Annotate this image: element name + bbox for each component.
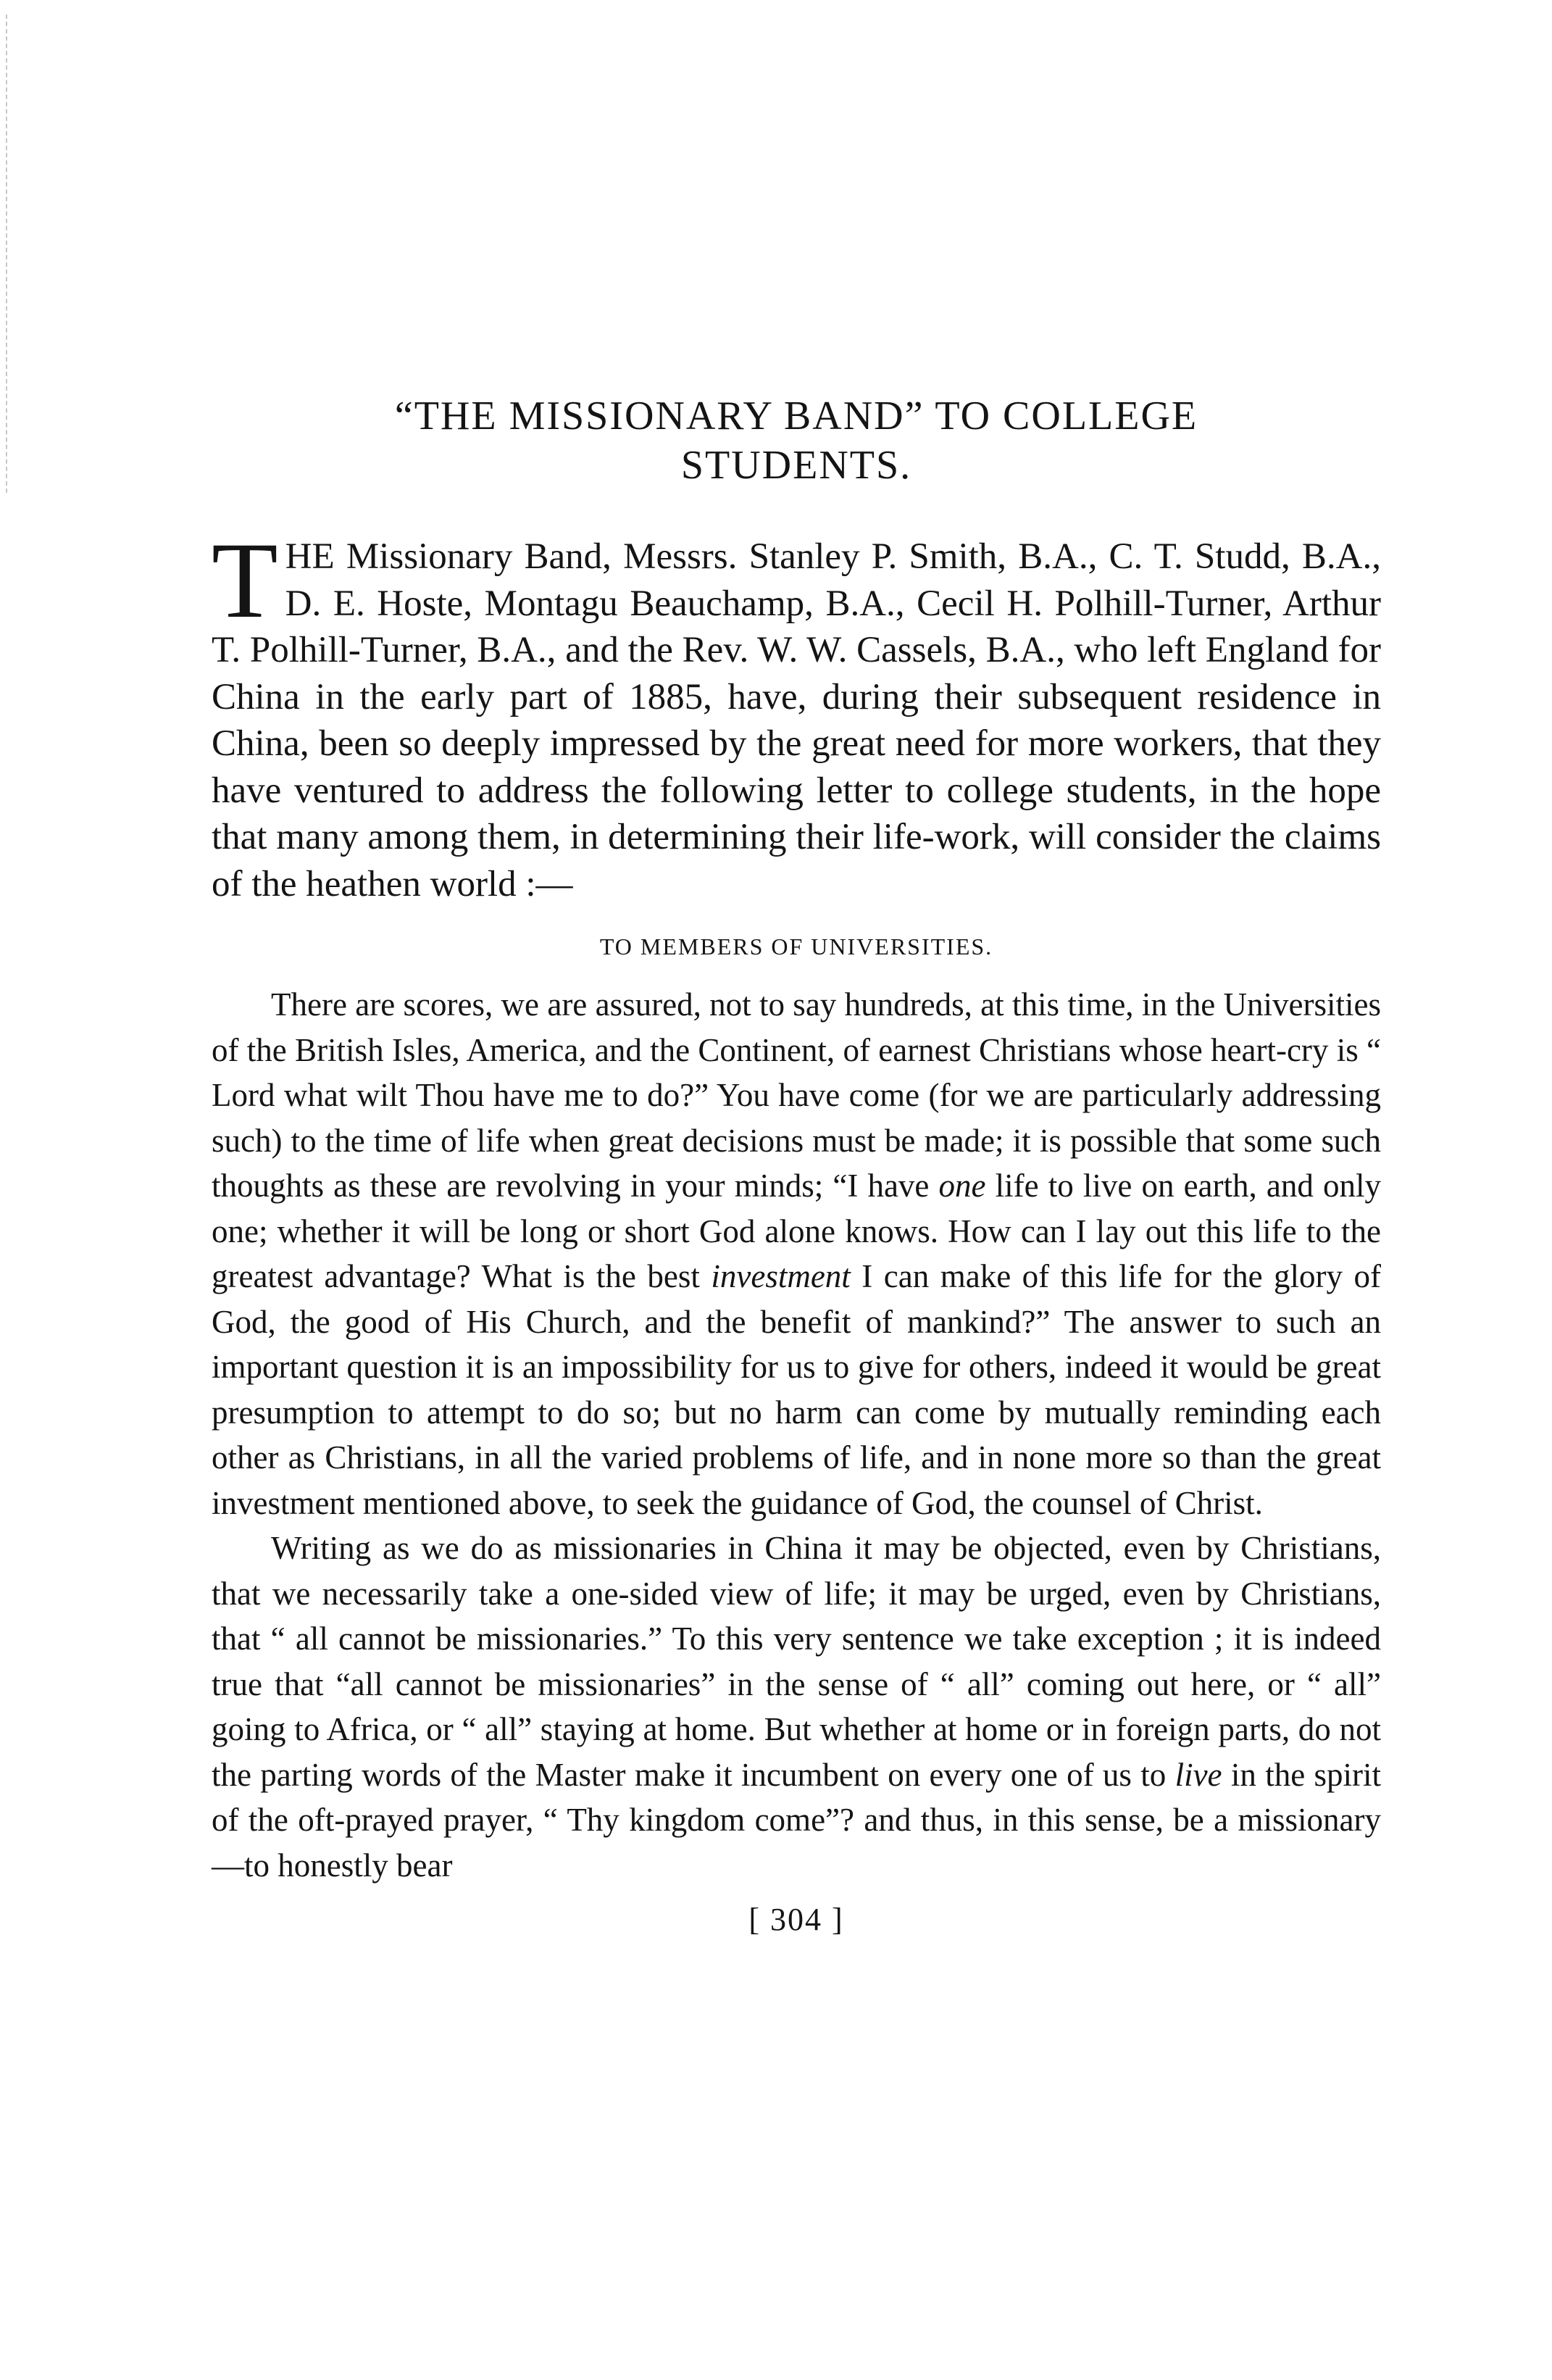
scan-margin-marks [6,14,16,493]
para2-text-b: in the spirit of the oft-prayed prayer, “ Thy kingdom come”? and thus, in this sense, be a missionary—to honestly bear [212,1756,1381,1884]
para1-emphasis-one: one [938,1168,986,1204]
para1-emphasis-investment: investment [711,1258,851,1294]
article-title-line-2: STUDENTS. [680,443,912,488]
document-page [212,391,1381,1938]
section-heading: TO MEMBERS OF UNIVERSITIES. [599,933,993,960]
article-title [212,391,1381,490]
para2-text-a: Writing as we do as missionaries in China it may be objected, even by Christians, that we necessarily take a one-sided view of life; it may be urged, even by Christians, that “ all cannot be missionaries.” To this very sentence we take exception ; it is indeed true that “all cannot be missionaries” in the sense of “ all” coming out here, or “ all” going to Africa, or “ all” staying at home. But whether at home or in foreign parts, do not the parting words of the Master make it incumbent on every one of us to [212,1530,1381,1793]
body-paragraph-2 [212,1526,1381,1888]
para1-text-c: I can make of this life for the glory of God, the good of His Church, and the benefit of mankind?” The answer to such an important question it is an impossibility for us to give for others, indeed it would be great presumption to attempt to do so; but no harm can come by mutually reminding each other as Christians, in all the varied problems of life, and in none more so than the great investment mentioned above, to seek the guidance of God, the counsel of Christ. [212,1258,1382,1521]
page-number: [ 304 ] [748,1902,844,1937]
para1-text-b: life to live on earth, and only one; whether it will be long or short God alone knows. How can I lay out this life to the greatest advantage? What is the best [212,1168,1381,1294]
drop-cap: T [212,520,278,641]
body-paragraph-1 [212,982,1381,1526]
para1-text-a: There are scores, we are assured, not to say hundreds, at this time, in the Universities of the British Isles, America, and the Continent, of earnest Christians whose heart-cry is “ Lord what wilt Thou have me to do?” You have come (for we are particularly addressing such) to the time of life when great decisions must be made; it is possible that some such thoughts as these are revolving in your minds; “I have [212,986,1381,1204]
article-title-line-1: “THE MISSIONARY BAND” TO COLLEGE [394,394,1198,438]
intro-text: HE Missionary Band, Messrs. Stanley P. Smith, B.A., C. T. Studd, B.A., D. E. Hoste, Montagu Beauchamp, B.A., Cecil H. Polhill-Turner, Arthur T. Polhill-Turner, B.A., and the Rev. W. W. Cassels, B.A., who left England for China in the early part of 1885, have, during their subsequent residence in China, been so deeply impressed by the great need for more workers, that they have ventured to address the following letter to college students, in the hope that many among them, in determining their life-work, will consider the claims of the heathen world :— [212,536,1381,904]
para2-emphasis-live: live [1175,1756,1222,1793]
intro-paragraph [212,520,1381,907]
